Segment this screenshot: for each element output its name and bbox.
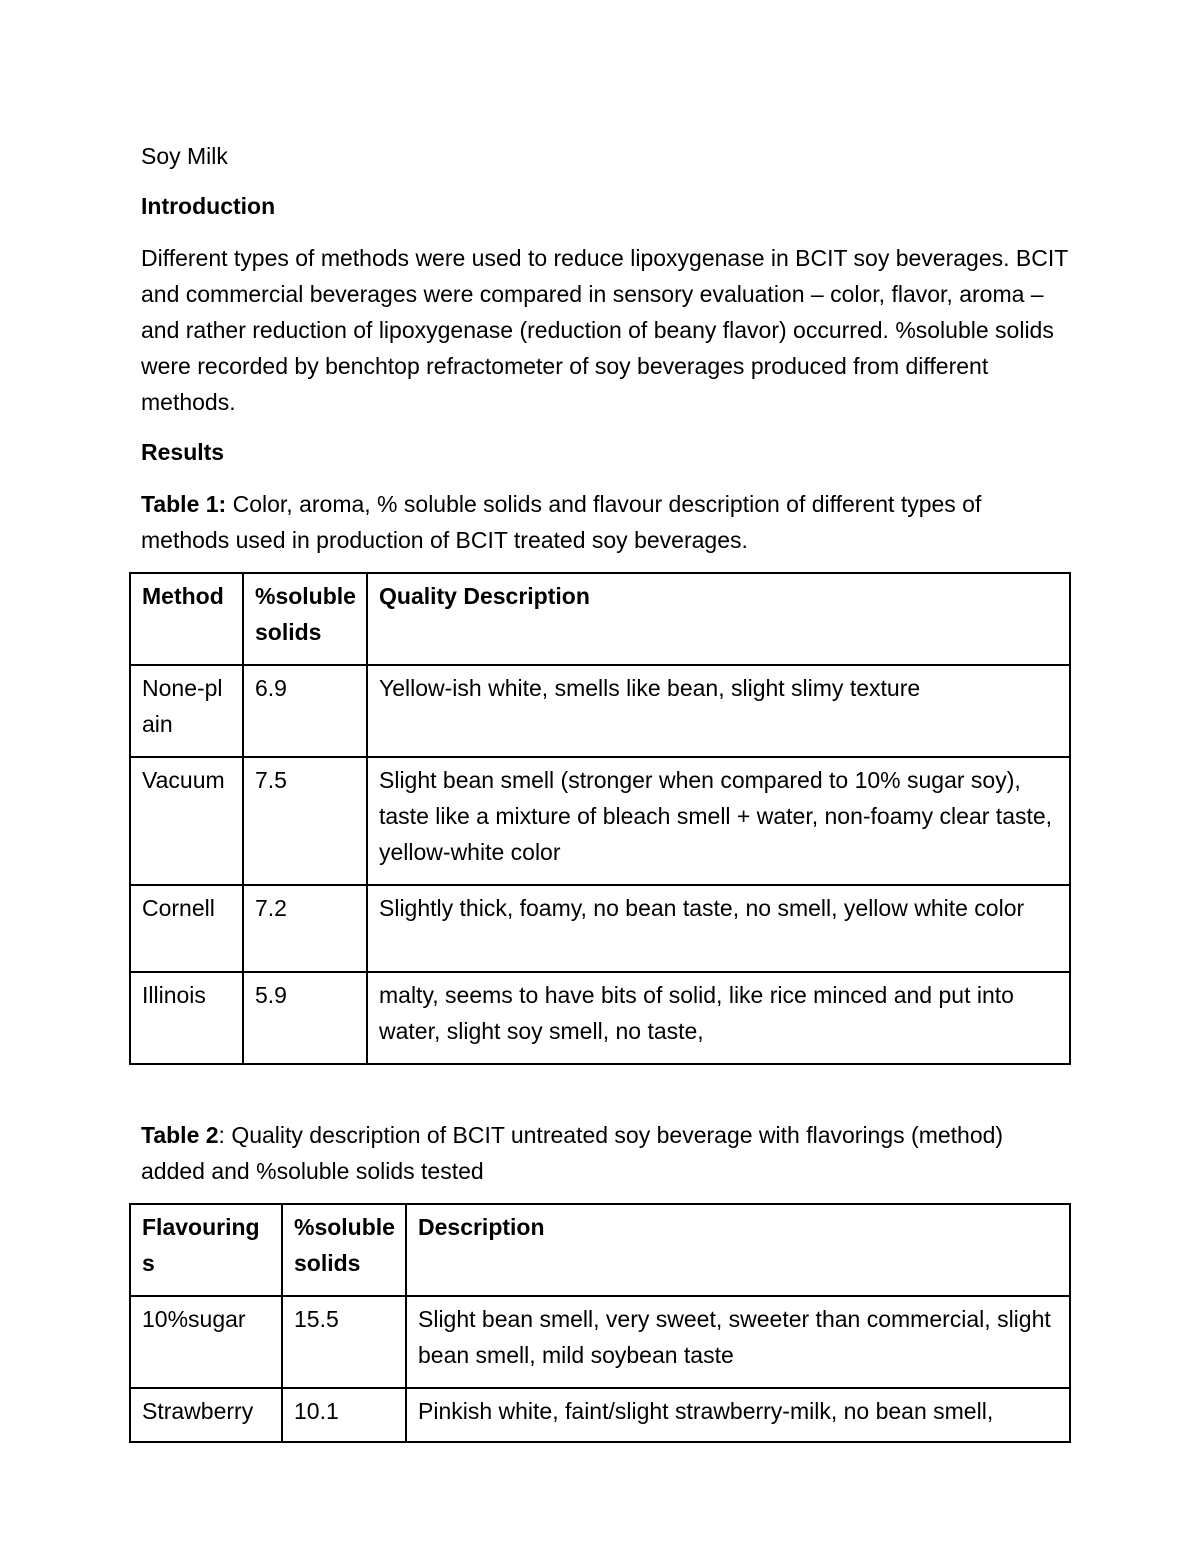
- table-row: [130, 757, 1070, 885]
- introduction-paragraph: Different types of methods were used to reduce lipoxygenase in BCIT soy beverages. BCIT and commercial beverages were compared in sensory evaluation – color, flavor, aroma – and rather reduction of lipoxygenase (reduction of beany flavor) occurred. %soluble solids were recorded by benchtop refractometer of soy beverages produced from different methods.: [141, 245, 1068, 415]
- table-row: [130, 885, 1070, 972]
- table1-cell-description: malty, seems to have bits of solid, like rice minced and put into water, slight soy smell, no taste,: [367, 972, 1070, 1064]
- table1-caption-label: Table 1:: [141, 491, 227, 517]
- document-title: Soy Milk: [141, 143, 228, 169]
- table1-cell-method: None-plain: [130, 665, 243, 757]
- table-row: [130, 1388, 1070, 1442]
- table1-cell-method: Illinois: [130, 972, 243, 1064]
- table2-cell-flavouring: 10%sugar: [130, 1296, 282, 1388]
- table2-header-soluble-solids: %soluble solids: [282, 1204, 406, 1296]
- table1-cell-description: Yellow-ish white, smells like bean, slight slimy texture: [367, 665, 1070, 757]
- table2-header-description: Description: [406, 1204, 1070, 1296]
- table1-header-method: Method: [130, 573, 243, 665]
- table1-cell-soluble-solids: 5.9: [243, 972, 367, 1064]
- results-heading: Results: [141, 439, 225, 465]
- table2-cell-description: Slight bean smell, very sweet, sweeter than commercial, slight bean smell, mild soybean taste: [406, 1296, 1070, 1388]
- table1-caption-text: Color, aroma, % soluble solids and flavour description of different types of methods used in production of BCIT treated soy beverages.: [141, 491, 982, 553]
- table1-cell-method: Vacuum: [130, 757, 243, 885]
- table1-header-soluble-solids: %soluble solids: [243, 573, 367, 665]
- table1-cell-description: Slight bean smell (stronger when compared to 10% sugar soy), taste like a mixture of bleach smell + water, non-foamy clear taste, yellow-white color: [367, 757, 1070, 885]
- table2-header-row: [130, 1204, 1070, 1296]
- table1-cell-soluble-solids: 7.2: [243, 885, 367, 972]
- table1-cell-description: Slightly thick, foamy, no bean taste, no smell, yellow white color: [367, 885, 1070, 972]
- table1-header-quality-description: Quality Description: [367, 573, 1070, 665]
- table2-cell-soluble-solids: 10.1: [282, 1388, 406, 1442]
- table2: [129, 1203, 1071, 1443]
- table-row: [130, 1296, 1070, 1388]
- table2-cell-description: Pinkish white, faint/slight strawberry-milk, no bean smell,: [406, 1388, 1070, 1442]
- table1: [129, 572, 1071, 1065]
- table1-cell-soluble-solids: 7.5: [243, 757, 367, 885]
- table-row: [130, 665, 1070, 757]
- table2-cell-soluble-solids: 15.5: [282, 1296, 406, 1388]
- table2-caption: [141, 1117, 1071, 1189]
- table1-cell-soluble-solids: 6.9: [243, 665, 367, 757]
- introduction-heading: Introduction: [141, 193, 276, 219]
- table1-cell-method: Cornell: [130, 885, 243, 972]
- table2-header-flavourings: Flavourings: [130, 1204, 282, 1296]
- table-row: [130, 972, 1070, 1064]
- table1-header-row: [130, 573, 1070, 665]
- table1-caption: [141, 486, 1071, 558]
- table2-caption-text: : Quality description of BCIT untreated soy beverage with flavorings (method) added and %soluble solids tested: [141, 1122, 1004, 1184]
- table2-cell-flavouring: Strawberry: [130, 1388, 282, 1442]
- spacer: [141, 1065, 1071, 1117]
- document-page: [141, 138, 1071, 1443]
- table2-caption-label: Table 2: [141, 1122, 219, 1148]
